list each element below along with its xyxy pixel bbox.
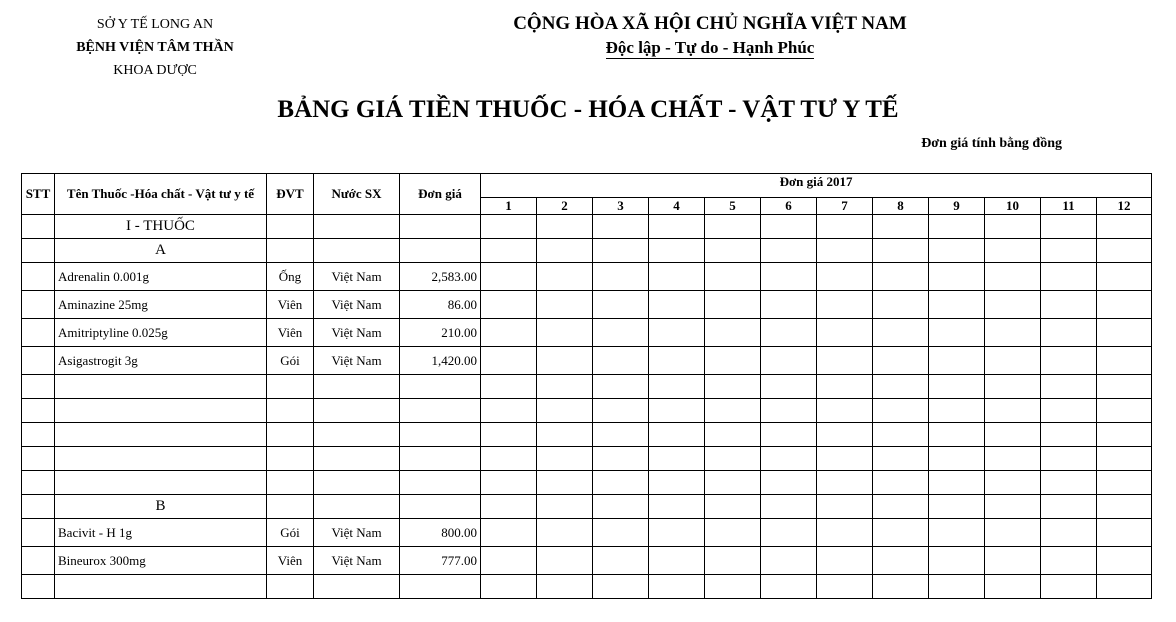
month-cell (929, 239, 985, 263)
month-cell (481, 495, 537, 519)
month-cell (705, 215, 761, 239)
unit-cell (267, 495, 314, 519)
month-cell (873, 375, 929, 399)
month-cell (1097, 239, 1152, 263)
month-cell (481, 547, 537, 575)
month-cell (817, 519, 873, 547)
month-cell (985, 495, 1041, 519)
month-cell (1041, 399, 1097, 423)
national-name: CỘNG HÒA XÃ HỘI CHỦ NGHĨA VIỆT NAM (513, 13, 907, 34)
month-cell (929, 495, 985, 519)
blank-cell (55, 375, 267, 399)
month-cell (817, 239, 873, 263)
drug-price: 210.00 (400, 319, 481, 347)
month-cell (873, 215, 929, 239)
blank-cell (267, 423, 314, 447)
blank-cell (267, 471, 314, 495)
month-cell (1041, 547, 1097, 575)
section-title: I - THUỐC (55, 215, 267, 239)
header-month-1: 1 (481, 198, 537, 215)
month-cell (705, 447, 761, 471)
blank-cell (22, 375, 55, 399)
drug-name: Bineurox 300mg (55, 547, 267, 575)
stt-cell (22, 495, 55, 519)
month-cell (761, 399, 817, 423)
month-cell (537, 495, 593, 519)
month-cell (985, 423, 1041, 447)
month-cell (873, 575, 929, 599)
blank-cell (400, 575, 481, 599)
month-cell (649, 215, 705, 239)
blank-cell (55, 447, 267, 471)
drug-price: 777.00 (400, 547, 481, 575)
month-cell (985, 447, 1041, 471)
month-cell (817, 575, 873, 599)
month-cell (481, 471, 537, 495)
month-cell (761, 575, 817, 599)
month-cell (649, 495, 705, 519)
month-cell (1041, 215, 1097, 239)
month-cell (537, 575, 593, 599)
month-cell (593, 495, 649, 519)
month-cell (985, 319, 1041, 347)
month-cell (537, 547, 593, 575)
month-cell (1041, 495, 1097, 519)
header-month-3: 3 (593, 198, 649, 215)
blank-cell (314, 471, 400, 495)
month-cell (537, 239, 593, 263)
month-cell (929, 423, 985, 447)
drug-country: Việt Nam (314, 263, 400, 291)
month-cell (1041, 519, 1097, 547)
month-cell (593, 263, 649, 291)
price-cell (400, 239, 481, 263)
document-title: BẢNG GIÁ TIỀN THUỐC - HÓA CHẤT - VẬT TƯ Y TẾ (277, 96, 899, 123)
month-cell (761, 375, 817, 399)
month-cell (705, 575, 761, 599)
drug-price: 1,420.00 (400, 347, 481, 375)
header-month-9: 9 (929, 198, 985, 215)
month-cell (985, 263, 1041, 291)
month-cell (985, 575, 1041, 599)
month-cell (1097, 263, 1152, 291)
month-cell (1097, 347, 1152, 375)
drug-unit: Gói (267, 519, 314, 547)
month-cell (705, 375, 761, 399)
month-cell (537, 471, 593, 495)
blank-row (22, 375, 1152, 399)
blank-row (22, 471, 1152, 495)
month-cell (705, 495, 761, 519)
org-header (40, 13, 270, 82)
drug-unit: Ống (267, 263, 314, 291)
month-cell (1097, 447, 1152, 471)
month-cell (761, 423, 817, 447)
drug-country: Việt Nam (314, 291, 400, 319)
org-department: SỞ Y TẾ LONG AN (96, 17, 214, 32)
month-cell (1041, 319, 1097, 347)
month-cell (593, 291, 649, 319)
header-month-6: 6 (761, 198, 817, 215)
blank-cell (400, 447, 481, 471)
month-cell (649, 547, 705, 575)
month-cell (929, 319, 985, 347)
month-cell (537, 423, 593, 447)
drug-unit: Viên (267, 319, 314, 347)
month-cell (537, 215, 593, 239)
month-cell (481, 347, 537, 375)
month-cell (929, 399, 985, 423)
header-country: Nước SX (314, 174, 400, 215)
blank-cell (55, 399, 267, 423)
month-cell (817, 447, 873, 471)
month-cell (593, 547, 649, 575)
table-row (22, 347, 1152, 375)
month-cell (537, 399, 593, 423)
blank-row (22, 399, 1152, 423)
month-cell (1041, 575, 1097, 599)
unit-note: Đơn giá tính bằng đồng (921, 136, 1062, 151)
stt-cell (22, 263, 55, 291)
month-cell (481, 215, 537, 239)
blank-cell (314, 423, 400, 447)
stt-cell (22, 347, 55, 375)
month-cell (481, 239, 537, 263)
drug-name: Aminazine 25mg (55, 291, 267, 319)
blank-cell (55, 423, 267, 447)
price-cell (400, 215, 481, 239)
month-cell (985, 471, 1041, 495)
month-cell (1041, 375, 1097, 399)
month-cell (593, 575, 649, 599)
header-month-7: 7 (817, 198, 873, 215)
month-cell (705, 423, 761, 447)
drug-name: Bacivit - H 1g (55, 519, 267, 547)
month-cell (761, 291, 817, 319)
month-cell (817, 263, 873, 291)
month-cell (481, 575, 537, 599)
month-cell (985, 239, 1041, 263)
month-cell (1041, 263, 1097, 291)
country-cell (314, 495, 400, 519)
header-month-2: 2 (537, 198, 593, 215)
blank-cell (267, 447, 314, 471)
month-cell (593, 375, 649, 399)
month-cell (649, 347, 705, 375)
header-month-10: 10 (985, 198, 1041, 215)
month-cell (537, 447, 593, 471)
month-cell (649, 575, 705, 599)
month-cell (705, 291, 761, 319)
blank-cell (314, 575, 400, 599)
month-cell (649, 399, 705, 423)
blank-cell (22, 447, 55, 471)
month-cell (1097, 291, 1152, 319)
header-month-11: 11 (1041, 198, 1097, 215)
unit-cell (267, 215, 314, 239)
blank-row (22, 447, 1152, 471)
month-cell (1097, 215, 1152, 239)
header-month-5: 5 (705, 198, 761, 215)
month-cell (1097, 519, 1152, 547)
month-cell (985, 519, 1041, 547)
month-cell (593, 319, 649, 347)
month-cell (985, 399, 1041, 423)
blank-cell (400, 375, 481, 399)
month-cell (481, 319, 537, 347)
month-cell (537, 375, 593, 399)
month-cell (705, 471, 761, 495)
month-cell (705, 399, 761, 423)
month-cell (761, 319, 817, 347)
month-cell (929, 519, 985, 547)
month-cell (1097, 575, 1152, 599)
month-cell (537, 291, 593, 319)
blank-cell (22, 399, 55, 423)
price-table (21, 173, 1152, 599)
country-cell (314, 215, 400, 239)
month-cell (929, 575, 985, 599)
month-cell (649, 447, 705, 471)
month-cell (649, 423, 705, 447)
month-cell (873, 239, 929, 263)
month-cell (817, 471, 873, 495)
blank-row (22, 575, 1152, 599)
blank-cell (55, 575, 267, 599)
month-cell (985, 347, 1041, 375)
group-letter: A (55, 239, 267, 263)
month-cell (761, 347, 817, 375)
month-cell (817, 495, 873, 519)
month-cell (985, 375, 1041, 399)
header-month-12: 12 (1097, 198, 1152, 215)
table-row (22, 263, 1152, 291)
month-cell (1041, 471, 1097, 495)
drug-unit: Viên (267, 291, 314, 319)
month-cell (537, 347, 593, 375)
month-cell (873, 291, 929, 319)
month-cell (537, 519, 593, 547)
month-cell (1041, 347, 1097, 375)
blank-cell (314, 447, 400, 471)
blank-cell (267, 399, 314, 423)
month-cell (1097, 319, 1152, 347)
month-cell (1041, 291, 1097, 319)
table-row (22, 519, 1152, 547)
month-cell (593, 423, 649, 447)
month-cell (649, 263, 705, 291)
blank-cell (22, 575, 55, 599)
month-cell (873, 263, 929, 291)
month-cell (481, 375, 537, 399)
blank-cell (267, 575, 314, 599)
header-month-4: 4 (649, 198, 705, 215)
unit-cell (267, 239, 314, 263)
month-cell (873, 319, 929, 347)
month-cell (1097, 375, 1152, 399)
month-cell (1097, 471, 1152, 495)
month-cell (481, 519, 537, 547)
stt-cell (22, 519, 55, 547)
month-cell (649, 519, 705, 547)
month-cell (649, 291, 705, 319)
month-cell (705, 239, 761, 263)
month-cell (873, 399, 929, 423)
month-cell (817, 215, 873, 239)
month-cell (817, 547, 873, 575)
drug-price: 800.00 (400, 519, 481, 547)
month-cell (649, 375, 705, 399)
month-cell (761, 263, 817, 291)
month-cell (761, 447, 817, 471)
month-cell (817, 399, 873, 423)
header-name: Tên Thuốc -Hóa chất - Vật tư y tế (55, 174, 267, 215)
table-row (22, 291, 1152, 319)
section-title-row (22, 215, 1152, 239)
month-cell (593, 347, 649, 375)
month-cell (929, 375, 985, 399)
drug-name: Amitriptyline 0.025g (55, 319, 267, 347)
drug-price: 2,583.00 (400, 263, 481, 291)
month-cell (593, 239, 649, 263)
month-cell (985, 291, 1041, 319)
blank-cell (400, 399, 481, 423)
stt-cell (22, 319, 55, 347)
group-letter-row (22, 239, 1152, 263)
month-cell (705, 347, 761, 375)
org-hospital: BỆNH VIỆN TÂM THẦN (76, 40, 234, 55)
month-cell (1041, 447, 1097, 471)
month-cell (929, 215, 985, 239)
month-cell (873, 347, 929, 375)
blank-cell (22, 471, 55, 495)
month-cell (929, 547, 985, 575)
drug-country: Việt Nam (314, 347, 400, 375)
month-cell (481, 263, 537, 291)
month-cell (817, 347, 873, 375)
blank-cell (400, 471, 481, 495)
month-cell (929, 291, 985, 319)
month-cell (1097, 547, 1152, 575)
month-cell (985, 547, 1041, 575)
price-cell (400, 495, 481, 519)
month-cell (873, 519, 929, 547)
month-cell (761, 519, 817, 547)
blank-cell (267, 375, 314, 399)
month-cell (649, 319, 705, 347)
month-cell (761, 547, 817, 575)
month-cell (593, 471, 649, 495)
month-cell (1097, 399, 1152, 423)
month-cell (593, 447, 649, 471)
national-motto: Độc lập - Tự do - Hạnh Phúc (605, 38, 815, 57)
table-row (22, 319, 1152, 347)
month-cell (761, 471, 817, 495)
blank-cell (314, 375, 400, 399)
month-cell (761, 215, 817, 239)
month-cell (481, 291, 537, 319)
header-unit: ĐVT (267, 174, 314, 215)
header-year-group: Đơn giá 2017 (481, 174, 1152, 198)
month-cell (481, 399, 537, 423)
month-cell (1097, 423, 1152, 447)
month-cell (985, 215, 1041, 239)
header-month-8: 8 (873, 198, 929, 215)
month-cell (873, 447, 929, 471)
month-cell (1041, 423, 1097, 447)
month-cell (929, 471, 985, 495)
drug-country: Việt Nam (314, 547, 400, 575)
month-cell (873, 495, 929, 519)
month-cell (537, 319, 593, 347)
month-cell (929, 347, 985, 375)
month-cell (705, 319, 761, 347)
stt-cell (22, 239, 55, 263)
drug-unit: Viên (267, 547, 314, 575)
drug-unit: Gói (267, 347, 314, 375)
stt-cell (22, 547, 55, 575)
stt-cell (22, 291, 55, 319)
group-letter-row (22, 495, 1152, 519)
month-cell (873, 547, 929, 575)
month-cell (593, 519, 649, 547)
month-cell (929, 263, 985, 291)
drug-price: 86.00 (400, 291, 481, 319)
group-letter: B (55, 495, 267, 519)
month-cell (593, 215, 649, 239)
month-cell (649, 239, 705, 263)
month-cell (817, 291, 873, 319)
drug-country: Việt Nam (314, 519, 400, 547)
drug-name: Asigastrogit 3g (55, 347, 267, 375)
header-stt: STT (22, 174, 55, 215)
stt-cell (22, 215, 55, 239)
month-cell (817, 423, 873, 447)
header-price: Đơn giá (400, 174, 481, 215)
month-cell (929, 447, 985, 471)
month-cell (481, 447, 537, 471)
month-cell (481, 423, 537, 447)
month-cell (705, 263, 761, 291)
blank-row (22, 423, 1152, 447)
month-cell (817, 375, 873, 399)
month-cell (705, 519, 761, 547)
month-cell (761, 495, 817, 519)
month-cell (593, 399, 649, 423)
org-division: KHOA DƯỢC (113, 63, 197, 78)
month-cell (1041, 239, 1097, 263)
month-cell (649, 471, 705, 495)
blank-cell (55, 471, 267, 495)
blank-cell (314, 399, 400, 423)
month-cell (1097, 495, 1152, 519)
national-header (470, 12, 950, 60)
month-cell (817, 319, 873, 347)
month-cell (873, 423, 929, 447)
month-cell (537, 263, 593, 291)
blank-cell (400, 423, 481, 447)
month-cell (761, 239, 817, 263)
drug-name: Adrenalin 0.001g (55, 263, 267, 291)
month-cell (873, 471, 929, 495)
country-cell (314, 239, 400, 263)
table-row (22, 547, 1152, 575)
month-cell (705, 547, 761, 575)
blank-cell (22, 423, 55, 447)
drug-country: Việt Nam (314, 319, 400, 347)
